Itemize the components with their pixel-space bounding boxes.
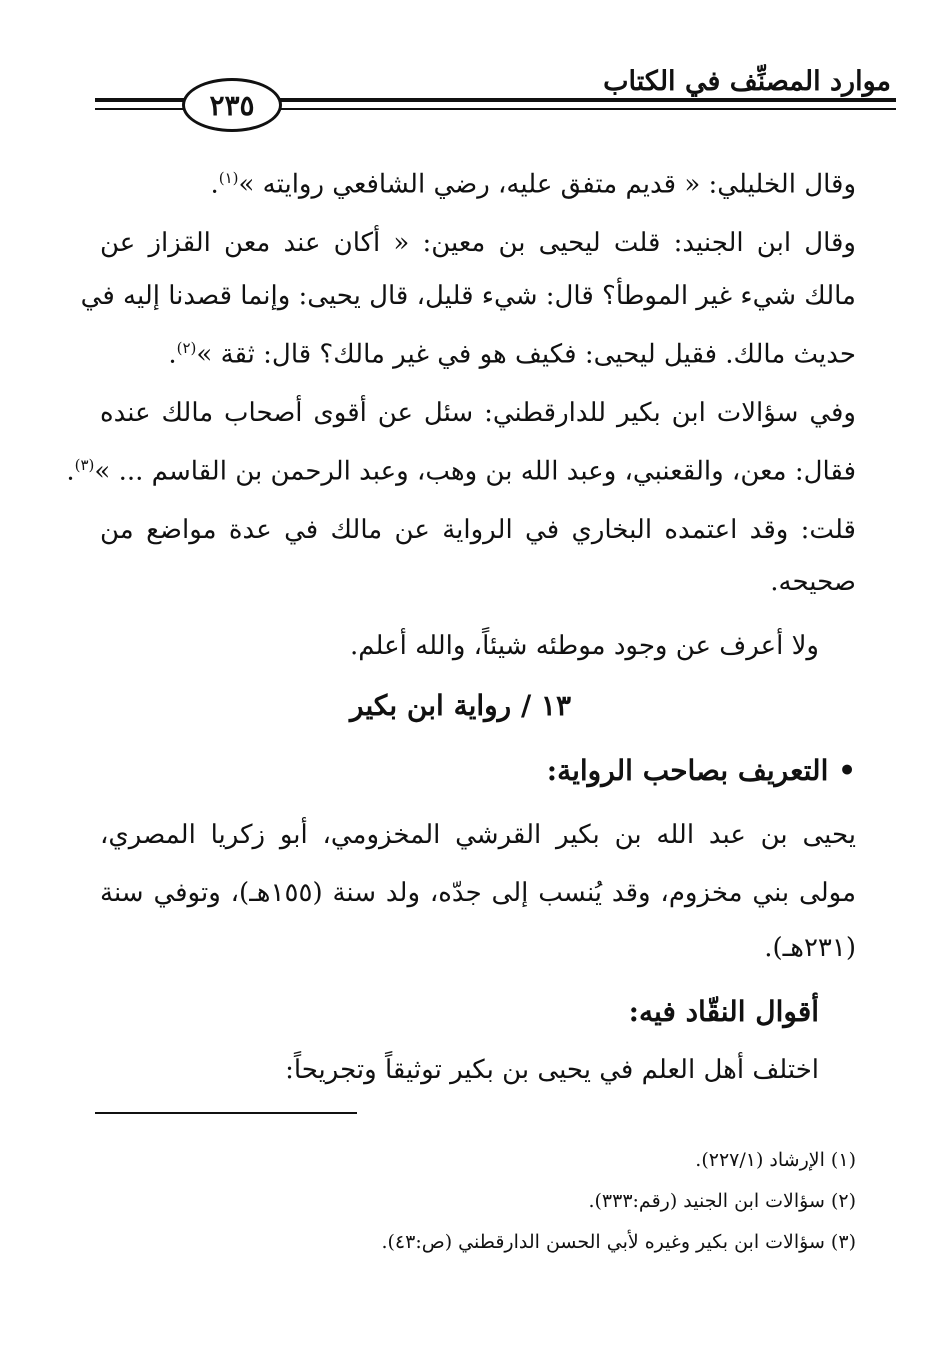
paragraph-3-end: . xyxy=(66,456,75,487)
footnote-ref-2: (٢) xyxy=(176,339,197,357)
paragraph-2-end: . xyxy=(168,339,177,370)
page-number-text: ٢٣٥ xyxy=(209,88,255,122)
paragraph-6-line-2: مولى بني مخزوم، وقد يُنسب إلى جدّه، ولد سنة (١٥٥هـ)، وتوفي سنة xyxy=(100,878,856,908)
footnote-ref-1: (١) xyxy=(218,169,239,187)
paragraph-5: ولا أعرف عن وجود موطئه شيئاً، والله أعلم. xyxy=(349,631,819,661)
paragraph-3-line-2 xyxy=(66,445,856,492)
paragraph-1 xyxy=(210,158,856,205)
page-number xyxy=(182,78,282,132)
footnote-ref-3: (٣) xyxy=(74,456,95,474)
running-title: موارد المصنِّف في الكتاب xyxy=(603,66,891,97)
paragraph-1-text: وقال الخليلي: « قديم متفق عليه، رضي الشافعي روايته » xyxy=(238,169,856,200)
paragraph-4-line-2: صحيحه. xyxy=(770,567,856,597)
paragraph-1-end: . xyxy=(210,169,219,200)
paragraph-3-line-2-text: فقال: معن، والقعنبي، وعبد الله بن وهب، وعبد الرحمن بن القاسم ... » xyxy=(94,456,856,487)
paragraph-2-line-3 xyxy=(168,328,856,375)
paragraph-2-line-2: مالك شيء غير الموطأ؟ قال: شيء قليل، قال يحيى: وإنما قصدنا إليه في xyxy=(80,281,856,311)
paragraph-4-line-1: قلت: وقد اعتمده البخاري في الرواية عن مالك في عدة مواضع من xyxy=(100,515,856,545)
footnote-separator xyxy=(95,1112,357,1114)
footnote-1: (١) الإرشاد (٢٢٧/١). xyxy=(695,1149,856,1171)
subheading-biography: • التعريف بصاحب الرواية: xyxy=(546,754,856,787)
paragraph-2-line-3-text: حديث مالك. فقيل ليحيى: فكيف هو في غير مالك؟ قال: ثقة » xyxy=(196,339,856,370)
paragraph-7: اختلف أهل العلم في يحيى بن بكير توثيقاً وتجريحاً: xyxy=(285,1055,819,1085)
paragraph-2-line-1: وقال ابن الجنيد: قلت ليحيى بن معين: « أكان عند معن القزاز عن xyxy=(100,228,856,258)
footnote-3: (٣) سؤالات ابن بكير وغيره لأبي الحسن الدارقطني (ص:٤٣). xyxy=(381,1231,856,1253)
subheading-critics: أقوال النقّاد فيه: xyxy=(628,995,819,1028)
section-heading: ١٣ / رواية ابن بكير xyxy=(350,689,571,722)
paragraph-6-line-3: (٢٣١هـ). xyxy=(764,933,856,963)
paragraph-6-line-1: يحيى بن عبد الله بن بكير القرشي المخزومي، أبو زكريا المصري، xyxy=(100,820,856,850)
paragraph-3-line-1: وفي سؤالات ابن بكير للدارقطني: سئل عن أقوى أصحاب مالك عنده xyxy=(100,398,856,428)
footnote-2: (٢) سؤالات ابن الجنيد (رقم:٣٣٣). xyxy=(588,1190,856,1212)
